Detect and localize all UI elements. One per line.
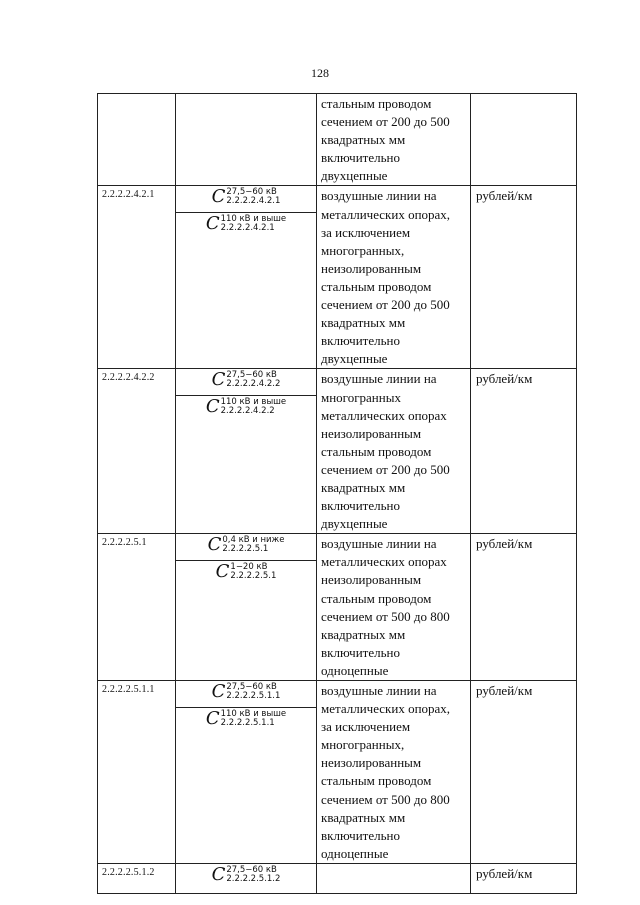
symbol-cell [176, 534, 317, 681]
symbol-cell [176, 681, 317, 864]
tariff-symbol: C 110 кВ и выше 2.2.2.2.5.1.1 [176, 707, 316, 728]
code-cell: 2.2.2.2.4.2.1 [98, 186, 176, 369]
unit-cell: рублей/км [471, 186, 577, 369]
description-cell: стальным проводом сечением от 200 до 500 квадратных мм включительно двухцепные [317, 94, 471, 186]
unit-cell: рублей/км [471, 369, 577, 534]
code-cell: 2.2.2.2.5.1.2 [98, 863, 176, 893]
description-cell: воздушные линии на металлических опорах, за исключением многогранных, неизолированным стальным проводом сечением от 500 до 800 квадратных мм включительно одноцепные [317, 681, 471, 864]
tariff-symbol: C 110 кВ и выше 2.2.2.2.4.2.1 [176, 212, 316, 233]
symbol-cell [176, 369, 317, 534]
table-row [98, 369, 577, 534]
table-row [98, 534, 577, 681]
tariff-symbol: C 27,5−60 кВ 2.2.2.2.4.2.2 [211, 369, 281, 391]
code-cell: 2.2.2.2.5.1.1 [98, 681, 176, 864]
symbol-cell [176, 94, 317, 186]
unit-cell [471, 94, 577, 186]
tariff-symbol: C 1−20 кВ 2.2.2.2.5.1 [176, 560, 316, 581]
unit-cell: рублей/км [471, 534, 577, 681]
table-row [98, 94, 577, 186]
unit-cell: рублей/км [471, 863, 577, 893]
page-number: 128 [311, 66, 329, 80]
description-cell: воздушные линии на металлических опорах, за исключением многогранных, неизолированным стальным проводом сечением от 200 до 500 квадратных мм включительно двухцепные [317, 186, 471, 369]
code-cell [98, 94, 176, 186]
symbol-cell [176, 186, 317, 369]
symbol-cell [176, 863, 317, 893]
description-cell [317, 863, 471, 893]
code-cell: 2.2.2.2.5.1 [98, 534, 176, 681]
tariff-table [97, 93, 577, 894]
tariff-symbol: C 27,5−60 кВ 2.2.2.2.5.1.1 [211, 681, 281, 702]
table-row [98, 863, 577, 893]
tariff-symbol: C 27,5−60 кВ 2.2.2.2.4.2.1 [211, 186, 281, 208]
tariff-symbol: C 110 кВ и выше 2.2.2.2.4.2.2 [176, 395, 316, 416]
table-row [98, 681, 577, 864]
table-row [98, 186, 577, 369]
table-body [98, 94, 577, 894]
code-cell: 2.2.2.2.4.2.2 [98, 369, 176, 534]
description-cell: воздушные линии на металлических опорах неизолированным стальным проводом сечением от 500 до 800 квадратных мм включительно одноцепные [317, 534, 471, 681]
unit-cell: рублей/км [471, 681, 577, 864]
description-cell: воздушные линии на многогранных металлических опорах неизолированным стальным проводом сечением от 200 до 500 квадратных мм включительно двухцепные [317, 369, 471, 534]
tariff-symbol: C 27,5−60 кВ 2.2.2.2.5.1.2 [211, 863, 281, 885]
tariff-symbol: C 0,4 кВ и ниже 2.2.2.2.5.1 [207, 534, 285, 556]
